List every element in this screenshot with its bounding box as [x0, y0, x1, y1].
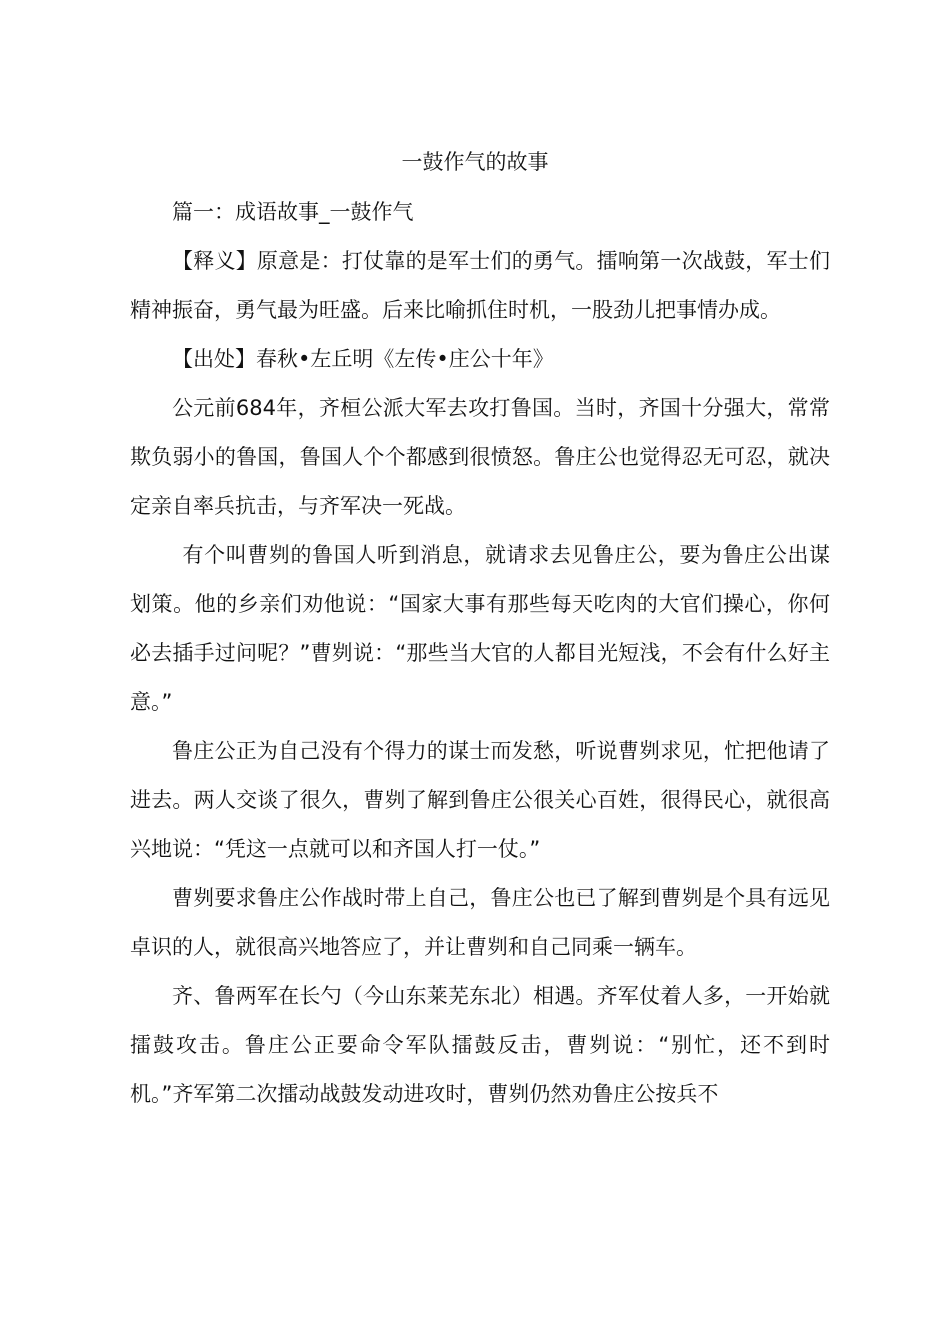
paragraph-story: 曹刿要求鲁庄公作战时带上自己，鲁庄公也已了解到曹刿是个具有远见卓识的人，就很高兴地答应了，并让曹刿和自己同乘一辆车。	[130, 886, 830, 959]
paragraph-story: 有个叫曹刿的鲁国人听到消息，就请求去见鲁庄公，要为鲁庄公出谋划策。他的乡亲们劝他说：“国家大事有那些每天吃肉的大官们操心，你何必去插手过问呢？”曹刿说：“那些当大官的人都目光短浅，不会有什么好主意。”	[130, 543, 830, 714]
paragraph-story: 鲁庄公正为自己没有个得力的谋士而发愁，听说曹刿求见，忙把他请了进去。两人交谈了很久，曹刿了解到鲁庄公很关心百姓，很得民心，就很高兴地说：“凭这一点就可以和齐国人打一仗。”	[130, 739, 830, 861]
section-heading: 篇一：成语故事_一鼓作气	[172, 200, 414, 224]
paragraph-story: 公元前684年，齐桓公派大军去攻打鲁国。当时，齐国十分强大，常常欺负弱小的鲁国，鲁国人个个都感到很愤怒。鲁庄公也觉得忍无可忍，就决定亲自率兵抗击，与齐军决一死战。	[130, 396, 830, 518]
document-title: 一鼓作气的故事	[401, 150, 549, 174]
paragraph-definition: 【释义】原意是：打仗靠的是军士们的勇气。擂响第一次战鼓，军士们精神振奋，勇气最为旺盛。后来比喻抓住时机，一股劲儿把事情办成。	[130, 249, 830, 322]
paragraph-story: 齐、鲁两军在长勺（今山东莱芜东北）相遇。齐军仗着人多，一开始就擂鼓攻击。鲁庄公正要命令军队擂鼓反击，曹刿说：“别忙，还不到时机。”齐军第二次擂动战鼓发动进攻时，曹刿仍然劝鲁庄公按兵不	[130, 984, 830, 1106]
document-body	[130, 188, 830, 1119]
paragraph-source: 【出处】春秋•左丘明《左传•庄公十年》	[172, 347, 554, 371]
